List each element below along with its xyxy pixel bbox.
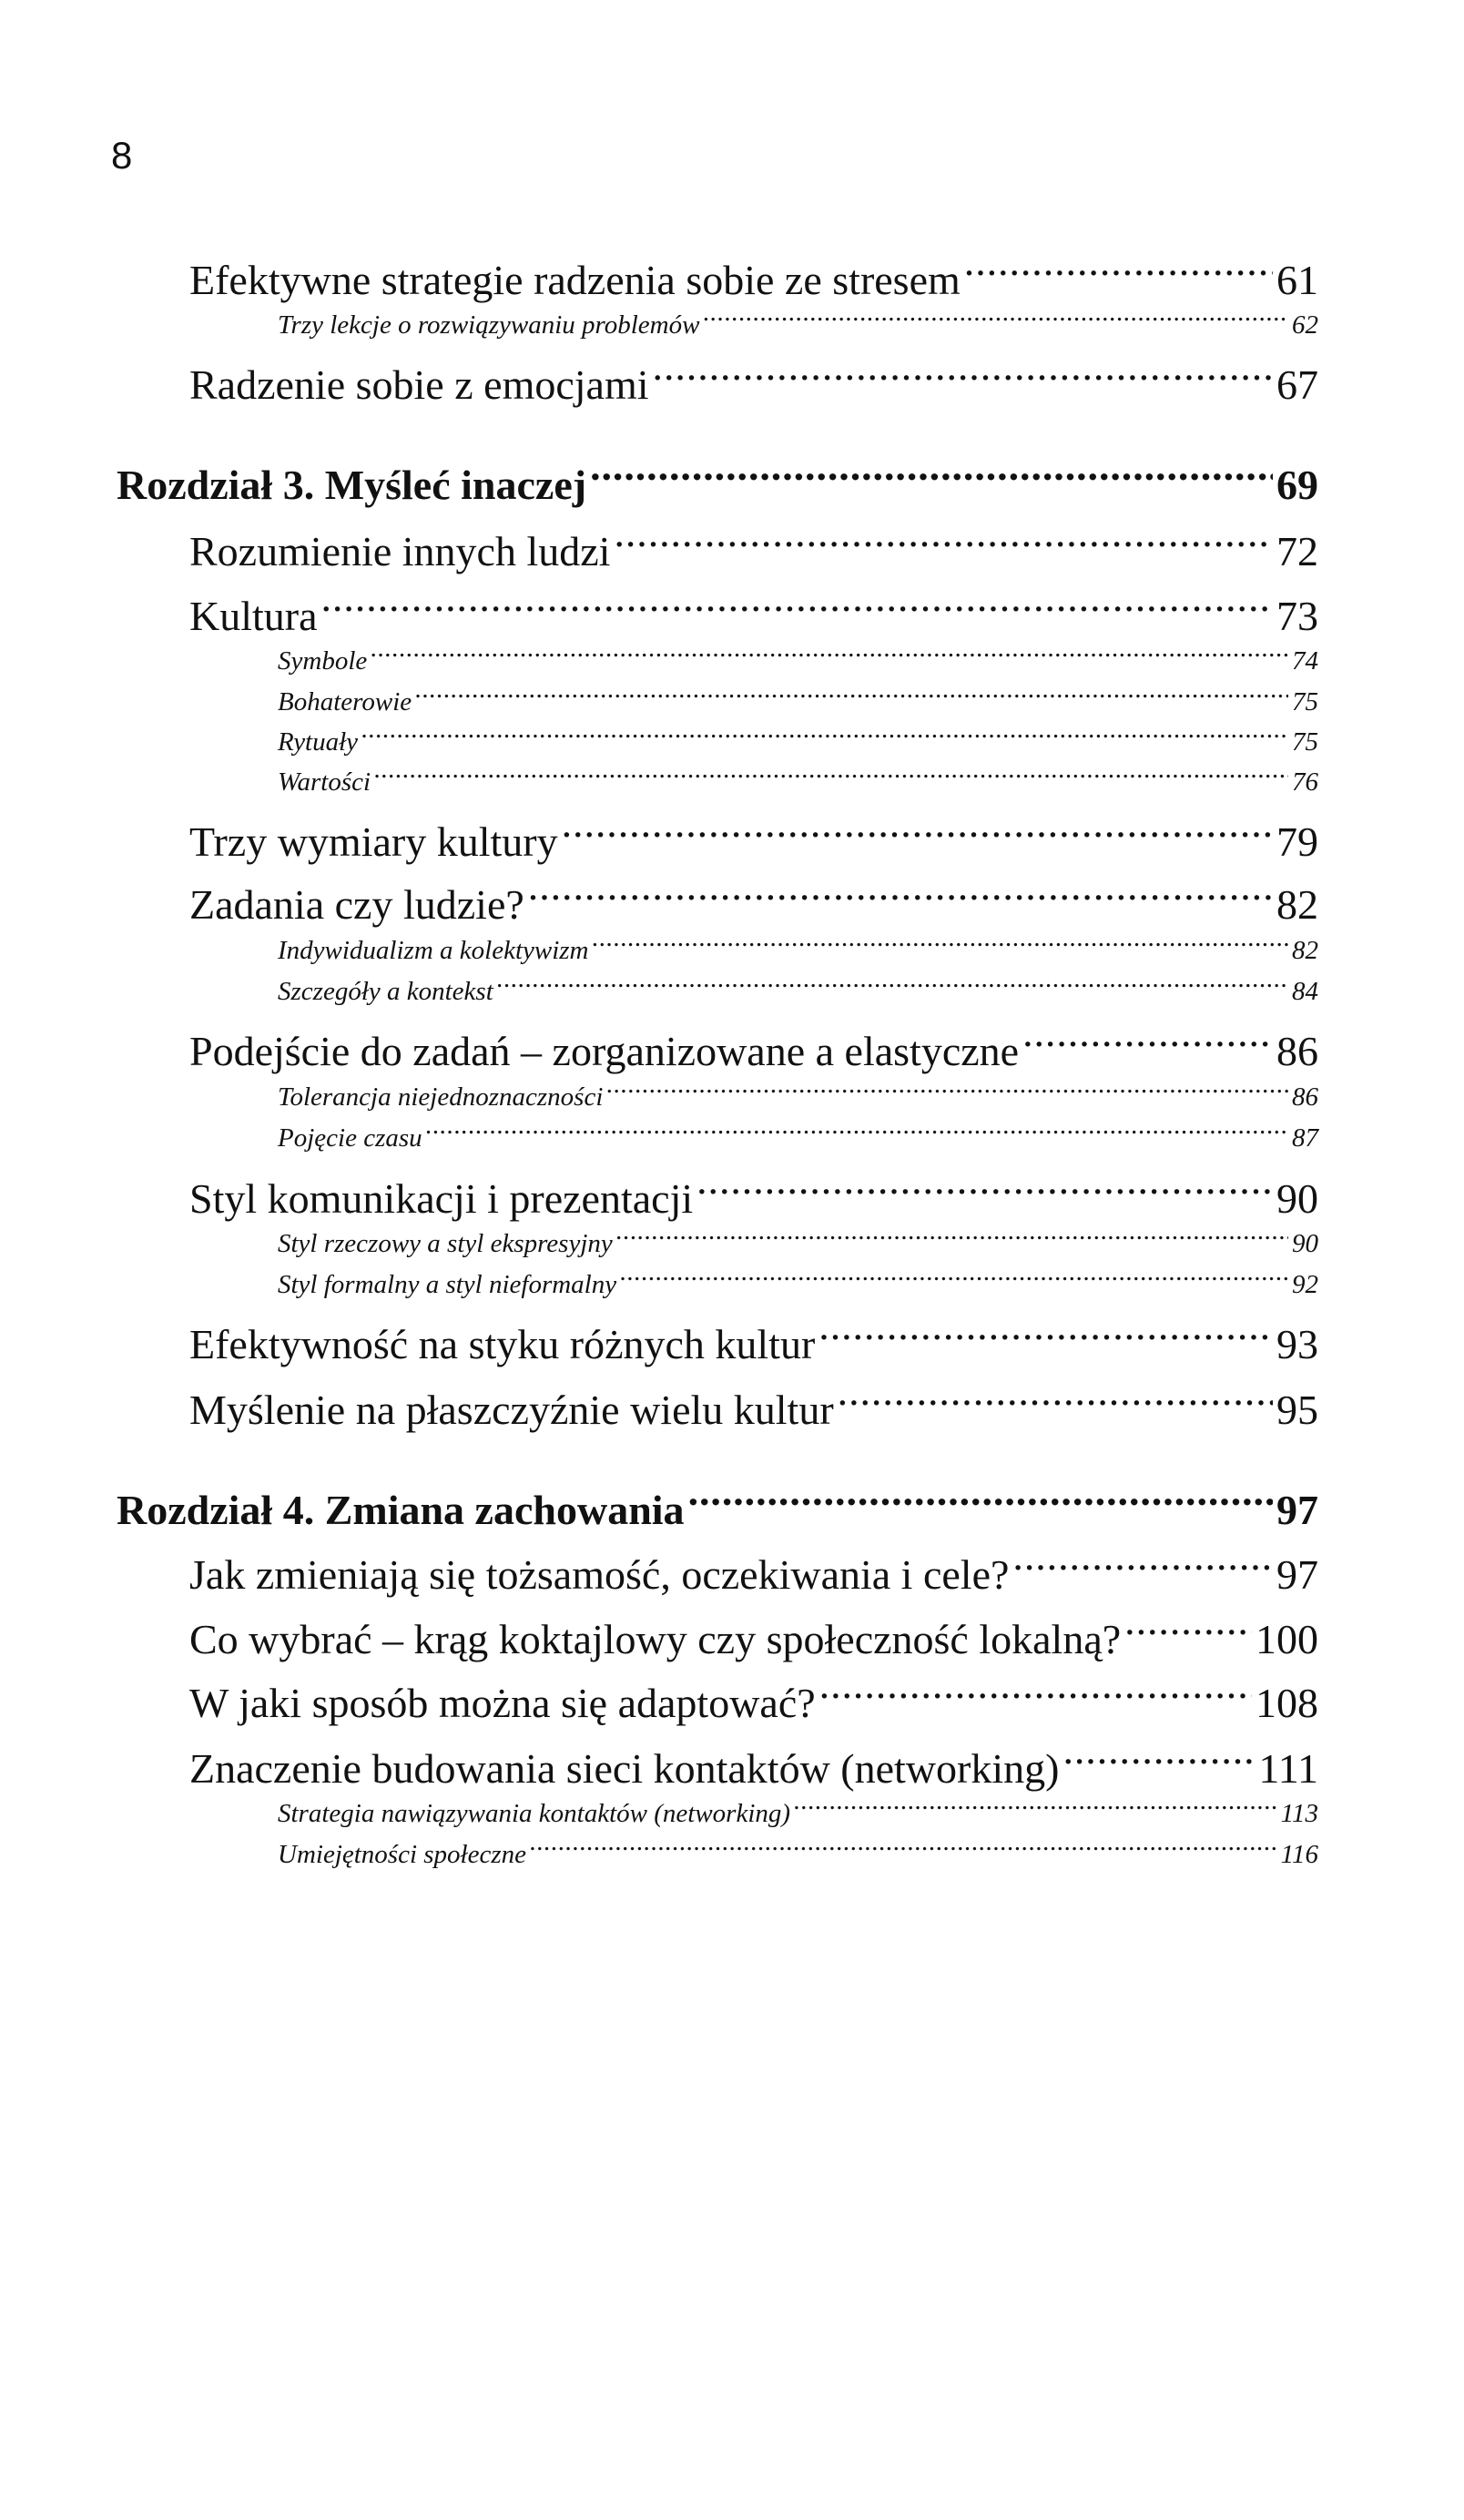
toc-entry-heroes <box>278 684 1318 720</box>
toc-entry-page: 108 <box>1256 1680 1318 1726</box>
dot-leader <box>964 252 1273 294</box>
dot-leader <box>616 1225 1288 1252</box>
toc-entry-page: 82 <box>1276 881 1318 928</box>
toc-entry-approach-to-tasks <box>189 1023 1318 1079</box>
dot-leader <box>590 457 1273 499</box>
toc-entry-page: 95 <box>1276 1387 1318 1433</box>
toc-entry-page: 87 <box>1292 1123 1318 1153</box>
toc-entry-title: Rozdział 3. Myśleć inaczej <box>117 462 587 508</box>
toc-entry-page: 92 <box>1292 1270 1318 1299</box>
toc-entry-individualism <box>278 932 1318 969</box>
toc-entry-social-skills <box>278 1836 1318 1873</box>
toc-entry-three-dimensions <box>189 814 1318 869</box>
toc-entry-page: 86 <box>1276 1028 1318 1074</box>
toc-entry-title: Szczegóły a kontekst <box>278 977 493 1006</box>
dot-leader <box>321 588 1273 630</box>
dot-leader <box>361 724 1288 750</box>
toc-entry-title: Strategia nawiązywania kontaktów (networking) <box>278 1799 791 1828</box>
dot-leader <box>614 523 1273 565</box>
toc-entry-page: 75 <box>1292 727 1318 757</box>
dot-leader <box>606 1079 1288 1105</box>
toc-entry-stress-strategies <box>189 252 1318 308</box>
toc-entry-three-lessons <box>278 307 1318 343</box>
toc-entry-title: Jak zmieniają się tożsamość, oczekiwania i cele? <box>189 1551 1010 1598</box>
toc-entry-page: 97 <box>1276 1487 1318 1533</box>
dot-leader <box>838 1382 1273 1424</box>
toc-entry-page: 111 <box>1258 1745 1318 1792</box>
toc-entry-effectiveness <box>189 1316 1318 1372</box>
toc-entry-title: Umiejętności społeczne <box>278 1840 527 1869</box>
toc-entry-page: 61 <box>1276 257 1318 303</box>
toc-entry-page: 82 <box>1292 936 1318 965</box>
toc-entry-title: Pojęcie czasu <box>278 1123 422 1153</box>
toc-entry-title: Zadania czy ludzie? <box>189 881 524 928</box>
toc-entry-title: Efektywność na styku różnych kultur <box>189 1321 816 1367</box>
toc-entry-title: Styl formalny a styl nieformalny <box>278 1270 617 1299</box>
toc-entry-concept-of-time <box>278 1120 1318 1156</box>
dot-leader <box>819 1675 1252 1717</box>
toc-entry-adaptation <box>189 1675 1318 1731</box>
dot-leader <box>593 932 1288 959</box>
toc-entry-title: Tolerancja niejednoznaczności <box>278 1082 604 1112</box>
toc-entry-page: 79 <box>1276 818 1318 865</box>
toc-entry-title: Trzy lekcje o rozwiązywaniu problemów <box>278 310 700 340</box>
toc-entry-values <box>278 764 1318 800</box>
toc-entry-page: 116 <box>1280 1840 1318 1869</box>
toc-entry-culture <box>189 588 1318 644</box>
toc-entry-page: 90 <box>1276 1175 1318 1222</box>
toc-entry-title: Symbole <box>278 646 368 676</box>
toc-entry-title: Styl rzeczowy a styl ekspresyjny <box>278 1229 613 1258</box>
dot-leader <box>426 1120 1288 1146</box>
dot-leader <box>696 1171 1273 1213</box>
toc-entry-title: Radzenie sobie z emocjami <box>189 361 649 408</box>
page-number: 8 <box>111 134 133 177</box>
toc-entry-multicultural-thinking <box>189 1382 1318 1438</box>
toc-chapter-4 <box>117 1482 1318 1538</box>
toc-entry-title: Trzy wymiary kultury <box>189 818 558 865</box>
dot-leader <box>794 1795 1277 1822</box>
toc-entry-page: 67 <box>1276 361 1318 408</box>
toc-entry-title: Styl komunikacji i prezentacji <box>189 1175 694 1222</box>
toc-entry-page: 74 <box>1292 646 1318 676</box>
dot-leader <box>371 643 1288 669</box>
toc-entry-page: 113 <box>1280 1799 1318 1828</box>
toc-entry-title: Podejście do zadań – zorganizowane a elastyczne <box>189 1028 1020 1074</box>
dot-leader <box>703 307 1288 333</box>
dot-leader <box>1124 1611 1252 1653</box>
toc-entry-title: Rozumienie innych ludzi <box>189 528 611 574</box>
toc-entry-title: W jaki sposób można się adaptować? <box>189 1680 816 1726</box>
dot-leader <box>528 877 1273 919</box>
toc-entry-tasks-or-people <box>189 877 1318 932</box>
toc-entry-title: Efektywne strategie radzenia sobie ze stresem <box>189 257 961 303</box>
dot-leader <box>497 973 1288 1000</box>
toc-entry-title: Kultura <box>189 593 318 639</box>
toc-entry-page: 62 <box>1292 310 1318 340</box>
dot-leader <box>1022 1023 1273 1065</box>
dot-leader <box>415 684 1288 710</box>
toc-entry-ambiguity-tolerance <box>278 1079 1318 1115</box>
toc-entry-page: 93 <box>1276 1321 1318 1367</box>
toc-entry-page: 86 <box>1292 1082 1318 1112</box>
toc-entry-formal-informal <box>278 1266 1318 1303</box>
toc-entry-title: Indywidualizm a kolektywizm <box>278 936 589 965</box>
toc-entry-page: 69 <box>1276 462 1318 508</box>
toc-entry-page: 73 <box>1276 593 1318 639</box>
toc-entry-title: Bohaterowie <box>278 687 412 716</box>
toc-entry-understanding-people <box>189 523 1318 579</box>
toc-entry-page: 90 <box>1292 1229 1318 1258</box>
toc-entry-title: Znaczenie budowania sieci kontaktów (networking) <box>189 1745 1060 1792</box>
toc-entry-title: Rytuały <box>278 727 359 757</box>
dot-leader <box>688 1482 1273 1524</box>
toc-entry-page: 72 <box>1276 528 1318 574</box>
toc-entry-networking <box>189 1741 1318 1796</box>
dot-leader <box>1062 1741 1255 1783</box>
dot-leader <box>530 1836 1277 1863</box>
dot-leader <box>1012 1547 1273 1589</box>
toc-entry-networking-strategy <box>278 1795 1318 1832</box>
toc-entry-title: Wartości <box>278 767 371 797</box>
toc-entry-rituals <box>278 724 1318 760</box>
dot-leader <box>653 357 1273 399</box>
toc-entry-identity-change <box>189 1547 1318 1602</box>
dot-leader <box>818 1316 1273 1358</box>
toc-entry-page: 76 <box>1292 767 1318 797</box>
toc-entry-page: 75 <box>1292 687 1318 716</box>
toc-entry-title: Rozdział 4. Zmiana zachowania <box>117 1487 685 1533</box>
toc-entry-page: 84 <box>1292 977 1318 1006</box>
toc-chapter-3 <box>117 457 1318 513</box>
toc-entry-cocktail-circle <box>189 1611 1318 1667</box>
dot-leader <box>562 814 1273 856</box>
toc-entry-title: Myślenie na płaszczyźnie wielu kultur <box>189 1387 834 1433</box>
toc-entry-symbols <box>278 643 1318 679</box>
toc-entry-page: 97 <box>1276 1551 1318 1598</box>
toc-entry-page: 100 <box>1256 1616 1318 1662</box>
toc-entry-communication-style <box>189 1171 1318 1226</box>
dot-leader <box>374 764 1288 790</box>
toc-entry-emotions <box>189 357 1318 412</box>
toc-entry-details-context <box>278 973 1318 1010</box>
toc-entry-factual-expressive <box>278 1225 1318 1262</box>
toc-entry-title: Co wybrać – krąg koktajlowy czy społeczność lokalną? <box>189 1616 1122 1662</box>
dot-leader <box>620 1266 1288 1293</box>
